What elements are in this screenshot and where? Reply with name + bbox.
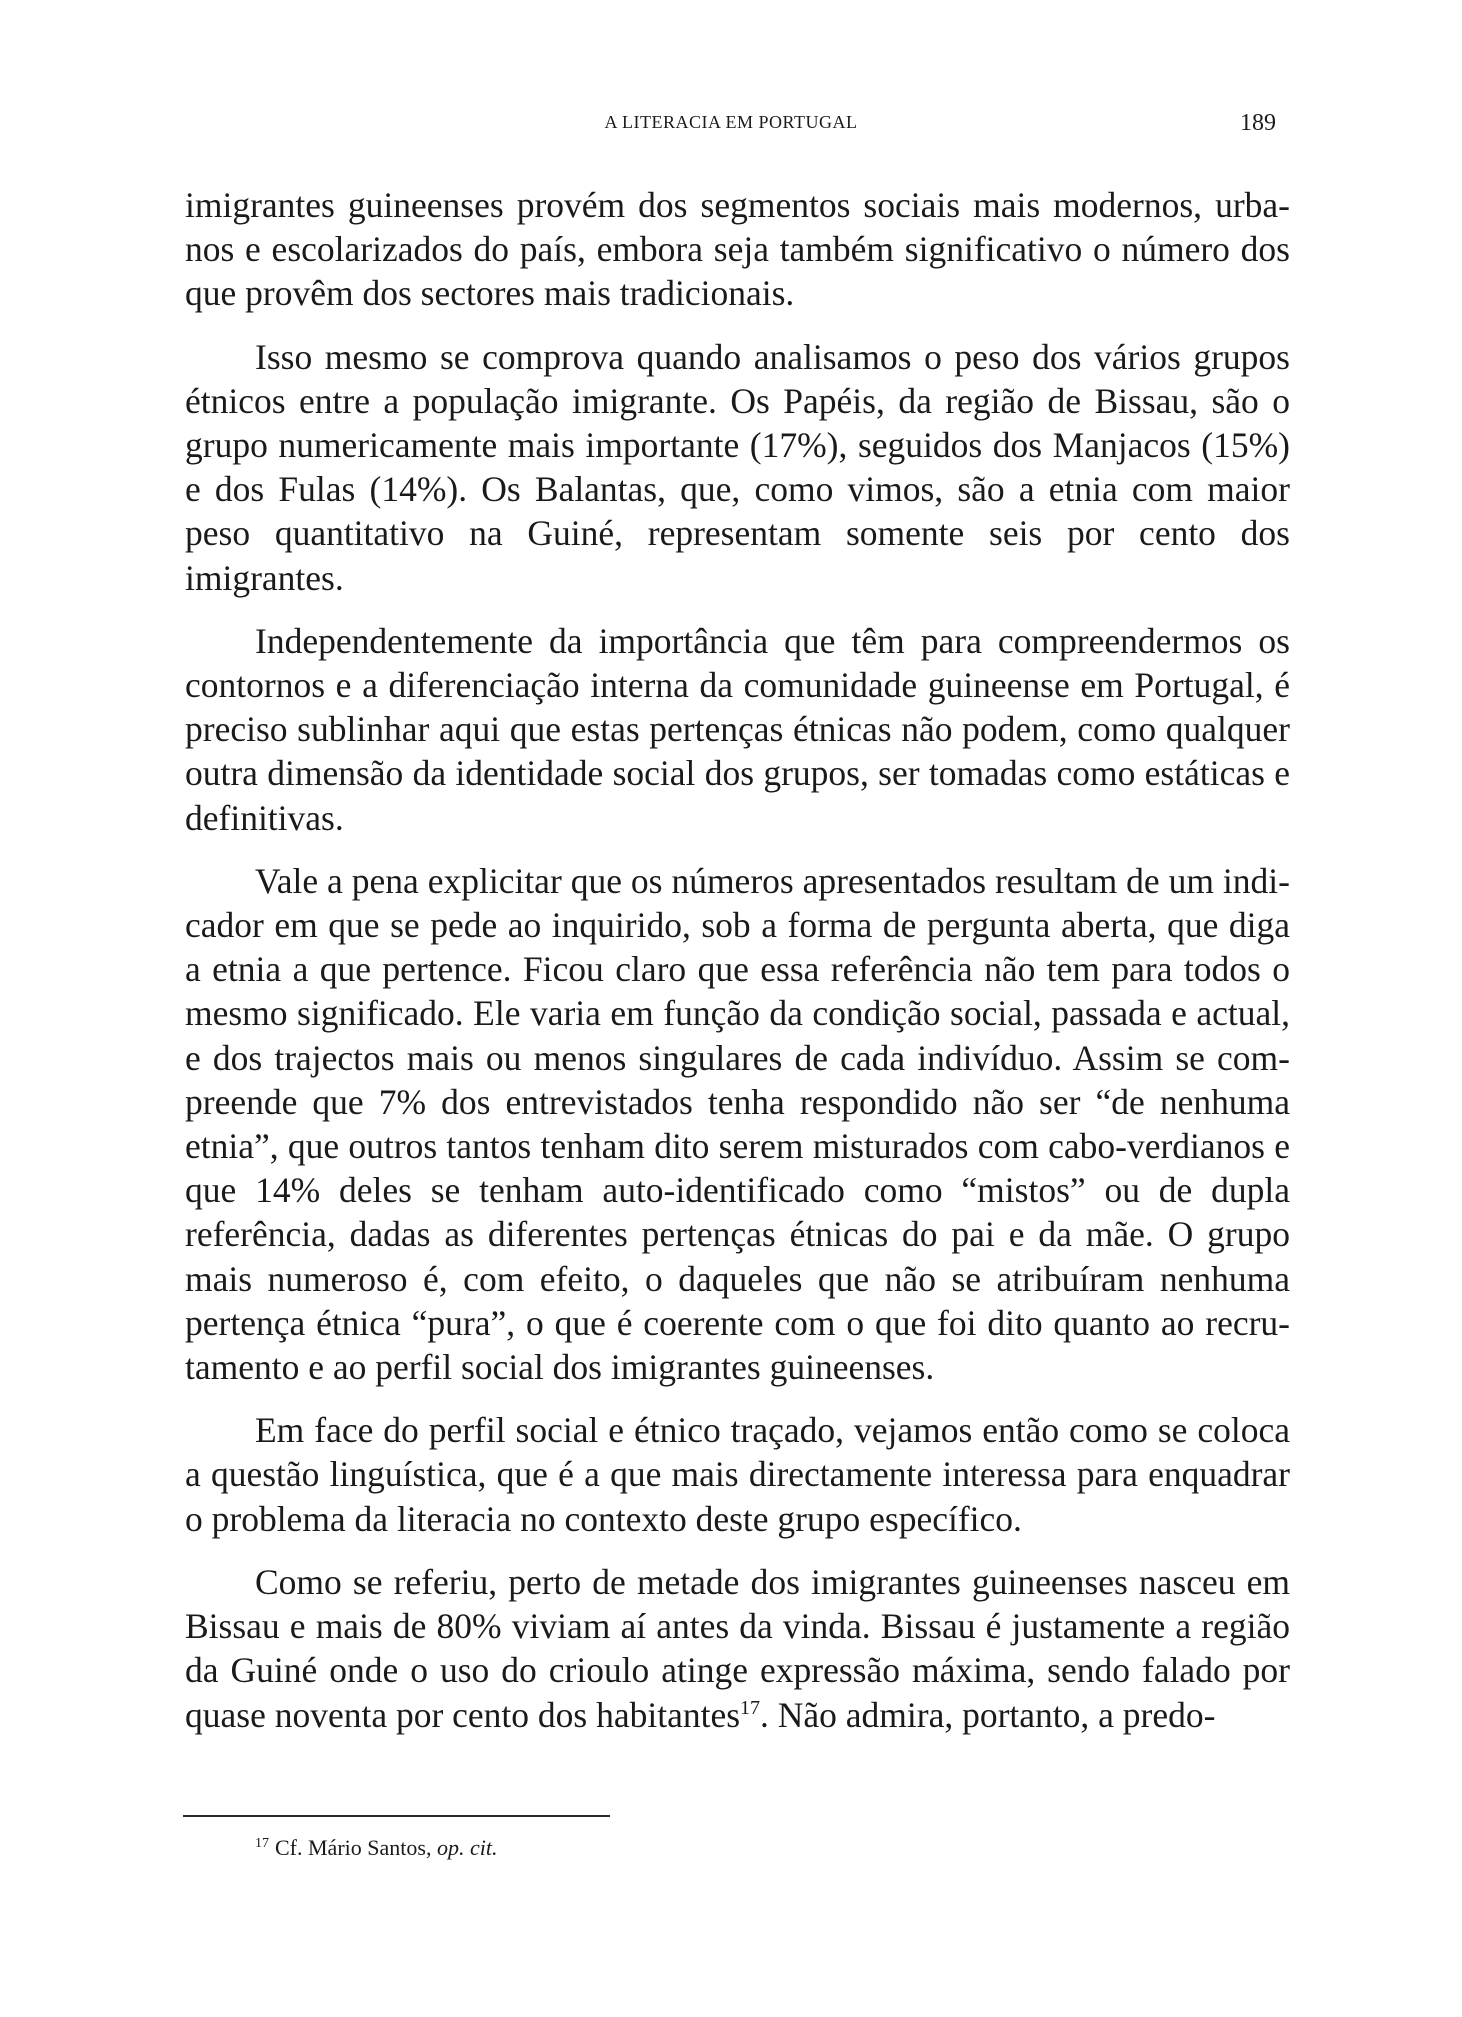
footnote-text: Cf. Mário Santos, [275,1835,432,1860]
paragraph-2: Isso mesmo se comprova quando analisamos o peso dos vários grupos étnicos entre a população imigrante. Os Papéis, da região de Bissau, são o grupo numericamente mais importante (17%), seguidos dos Manjacos (15%) e dos Fulas (14%). Os Balantas, que, como vimos, são a etnia com maior peso quantitativo na Guiné, representam somente seis por cento dos imigrantes. [185,336,1290,598]
paragraph-6 [185,1560,1290,1737]
body-text [185,183,1290,1756]
footnote-divider [183,1815,610,1817]
paragraph-6-continuation: . Não admira, portanto, a predo- [760,1694,1216,1735]
running-head: A LITERACIA EM PORTUGAL [604,112,858,132]
page-number: 189 [1240,110,1276,136]
footnote [255,1835,497,1861]
paragraph-4: Vale a pena explicitar que os números apresentados resultam de um indicador em que se pede ao inquirido, sob a forma de pergunta aberta, que diga a etnia a que pertence. Ficou claro que essa referência não tem para todos o mesmo significado. Ele varia em função da condição social, passada e actual, e dos trajectos mais ou menos singulares de cada indivíduo. Assim se compreende que 7% dos entrevistados tenha respondido não ser “de nenhuma etnia”, que outros tantos tenham dito serem misturados com cabo-verdianos e que 14% deles se tenham auto-identificado como “mistos” ou de dupla referência, dadas as diferentes pertenças étnicas do pai e da mãe. O grupo mais numeroso é, com efeito, o daqueles que não se atribuíram nenhuma pertença étnica “pura”, o que é coerente com o que foi dito quanto ao recrutamento e ao perfil social dos imigrantes guineenses. [185,860,1290,1388]
paragraph-5: Em face do perfil social e étnico traçado, vejamos então como se coloca a questão linguística, que é a que mais directamente interessa para enquadrar o problema da literacia no contexto deste grupo específico. [185,1410,1290,1539]
footnote-number: 17 [255,1835,269,1851]
paragraph-6-text: Como se referiu, perto de metade dos imigrantes guineenses nasceu em Bissau e mais de 80% viviam aí antes da vinda. Bissau é justamente a região da Guiné onde o uso do crioulo atinge expressão máxima, sendo falado por quase noventa por cento dos habitantes [185,1561,1290,1735]
footnote-reference: 17 [740,1696,761,1719]
paragraph-1: imigrantes guineenses provém dos segmentos sociais mais modernos, urbanos e escolarizados do país, embora seja também significativo o número dos que provêm dos sectores mais tradicionais. [185,185,1290,314]
paragraph-3: Independentemente da importância que têm para compreendermos os contornos e a diferenciação interna da comunidade guineense em Portugal, é preciso sublinhar aqui que estas pertenças étnicas não podem, como qualquer outra dimensão da identidade social dos grupos, ser tomadas como estáticas e definitivas. [185,620,1290,838]
footnote-citation: op. cit. [436,1835,498,1860]
